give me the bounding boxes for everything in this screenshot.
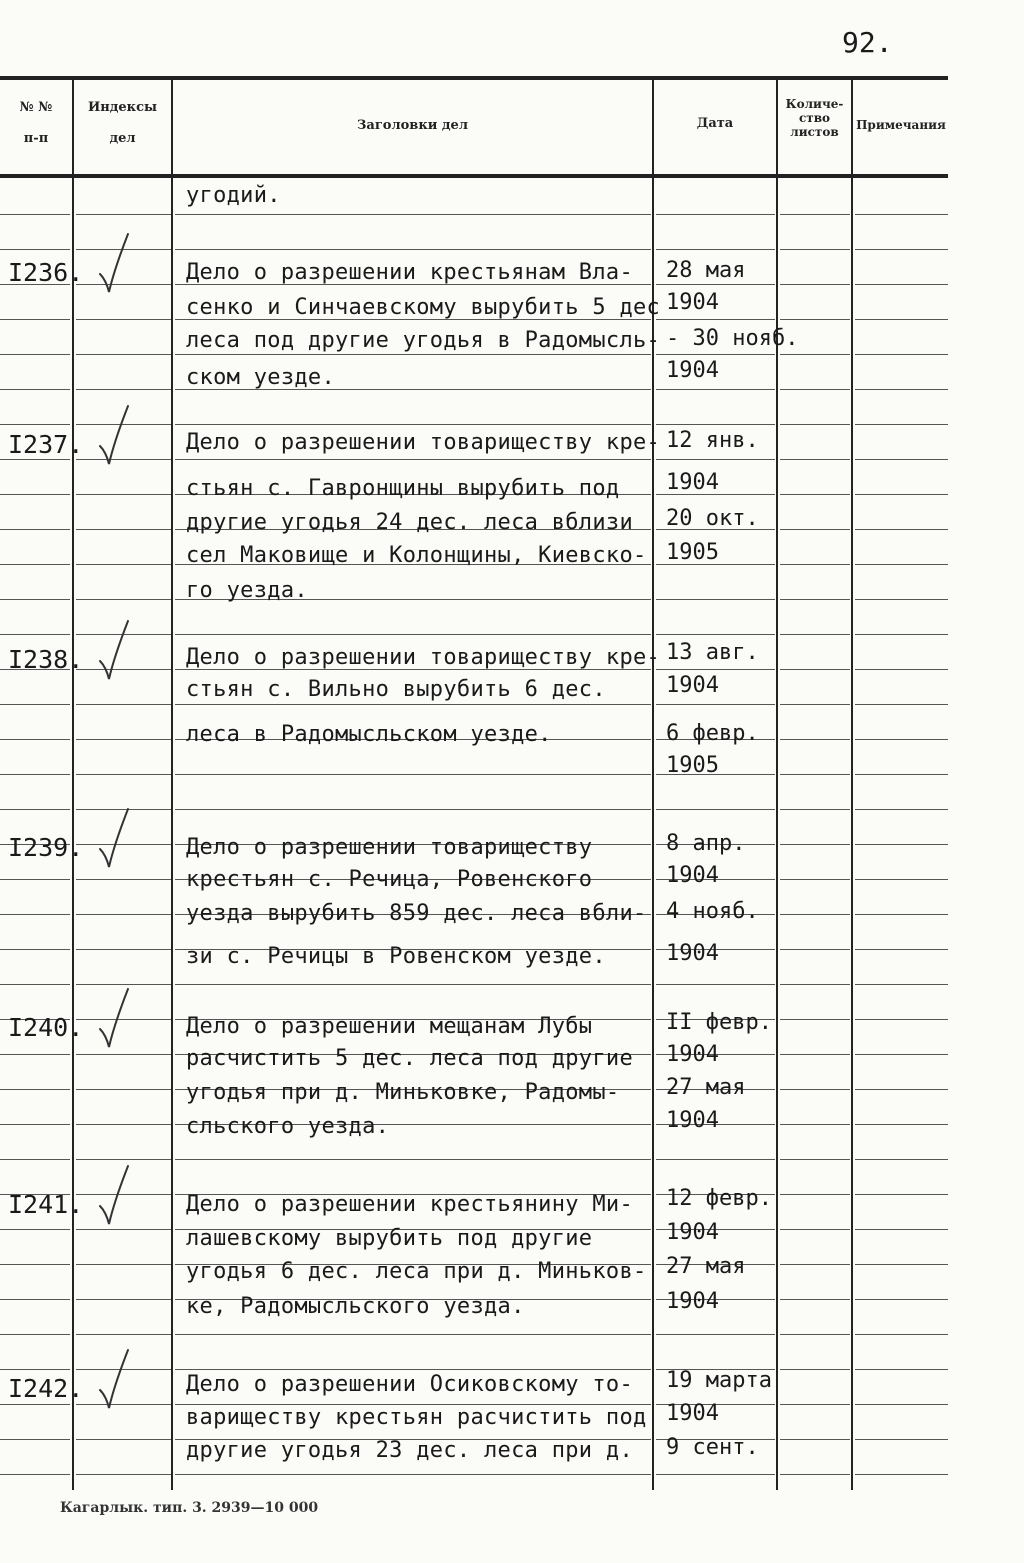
- ruled-line: [76, 949, 171, 950]
- ruled-line: [855, 1089, 948, 1090]
- ruled-line: [855, 1299, 948, 1300]
- ruled-line: [855, 599, 948, 600]
- ruled-line: [175, 459, 651, 460]
- entry-date-line: 13 авг.: [666, 640, 759, 665]
- checkmark-icon: [94, 230, 134, 300]
- ruled-line: [780, 1229, 850, 1230]
- ruled-line: [175, 774, 651, 775]
- entry-date-line: 1904: [666, 1289, 719, 1314]
- entry-title-line: угодья 6 дес. леса при д. Миньков-: [186, 1259, 647, 1284]
- ruled-line: [855, 1334, 948, 1335]
- ruled-line: [656, 319, 775, 320]
- header-index-line1: Индексы: [87, 100, 158, 115]
- ruled-line: [855, 1474, 948, 1475]
- ruled-line: [656, 1474, 775, 1475]
- ruled-line: [855, 1159, 948, 1160]
- header-title-column: Заголовки дел: [357, 118, 468, 133]
- ruled-line: [855, 459, 948, 460]
- entry-number: I241.: [8, 1190, 84, 1219]
- entry-date-line: 1904: [666, 1401, 719, 1426]
- checkmark-icon: [94, 985, 134, 1055]
- entry-title-line: Дело о разрешении мещанам Лубы: [186, 1014, 593, 1039]
- ruled-line: [656, 249, 775, 250]
- entry-date-line: 12 янв.: [666, 428, 759, 453]
- entry-title-line: стьян с. Гавронщины вырубить под: [186, 476, 620, 501]
- entry-date-line: 4 нояб.: [666, 899, 759, 924]
- ruled-line: [780, 1369, 850, 1370]
- ruled-line: [76, 1439, 171, 1440]
- ruled-line: [0, 1299, 70, 1300]
- entry-number: I237.: [8, 430, 84, 459]
- ruled-line: [175, 1334, 651, 1335]
- ruled-line: [0, 354, 70, 355]
- header-date-column: Дата: [696, 116, 734, 131]
- ruled-line: [0, 319, 70, 320]
- checkmark-icon: [94, 805, 134, 875]
- ruled-line: [76, 739, 171, 740]
- ruled-line: [855, 984, 948, 985]
- ruled-line: [855, 844, 948, 845]
- ruled-line: [780, 249, 850, 250]
- ruled-line: [76, 774, 171, 775]
- ruled-line: [656, 634, 775, 635]
- ruled-line: [175, 214, 651, 215]
- ruled-line: [0, 739, 70, 740]
- column-divider-3: [652, 80, 654, 1490]
- entry-title-line: вариществу крестьян расчистить под: [186, 1405, 647, 1430]
- ruled-line: [855, 949, 948, 950]
- ruled-line: [780, 1474, 850, 1475]
- ruled-line: [656, 599, 775, 600]
- ruled-line: [0, 1054, 70, 1055]
- ruled-line: [656, 1334, 775, 1335]
- ruled-line: [855, 879, 948, 880]
- entry-date-line: 27 мая: [666, 1075, 746, 1100]
- ruled-line: [76, 1159, 171, 1160]
- ruled-line: [0, 1089, 70, 1090]
- entry-date-line: 1904: [666, 290, 719, 315]
- ruled-line: [656, 1159, 775, 1160]
- ruled-line: [0, 914, 70, 915]
- header-sheets-column: [778, 98, 851, 139]
- ruled-line: [0, 529, 70, 530]
- entry-date-line: 1905: [666, 540, 719, 565]
- ruled-line: [0, 494, 70, 495]
- ruled-line: [175, 634, 651, 635]
- ruled-line: [76, 914, 171, 915]
- ruled-line: [780, 704, 850, 705]
- ruled-line: [780, 914, 850, 915]
- entry-date-line: 1904: [666, 358, 719, 383]
- ruled-line: [656, 284, 775, 285]
- ruled-line: [780, 739, 850, 740]
- ruled-line: [0, 1334, 70, 1335]
- page-number: 92.: [842, 26, 893, 59]
- entry-date-line: 27 мая: [666, 1254, 746, 1279]
- entry-number: I242.: [8, 1374, 84, 1403]
- ruled-line: [0, 1439, 70, 1440]
- ruled-line: [780, 494, 850, 495]
- ruled-line: [780, 1334, 850, 1335]
- entry-title-line: сенко и Синчаевскому вырубить 5 дес: [186, 295, 661, 320]
- ruled-line: [780, 634, 850, 635]
- ruled-line: [0, 704, 70, 705]
- ruled-line: [0, 249, 70, 250]
- ruled-line: [175, 424, 651, 425]
- entry-number: I239.: [8, 833, 84, 862]
- entry-date-line: - 30 нояб.: [666, 326, 799, 351]
- ruled-line: [656, 669, 775, 670]
- column-divider-4: [776, 80, 778, 1490]
- ruled-line: [855, 284, 948, 285]
- ruled-line: [855, 1054, 948, 1055]
- ruled-line: [0, 1404, 70, 1405]
- ruled-line: [656, 354, 775, 355]
- entry-title-line: другие угодья 23 дес. леса при д.: [186, 1438, 633, 1463]
- header-index-column: [74, 100, 171, 148]
- ruled-line: [0, 1474, 70, 1475]
- ruled-line: [780, 214, 850, 215]
- entry-title-line: го уезда.: [186, 578, 308, 603]
- ruled-line: [0, 809, 70, 810]
- ruled-line: [76, 879, 171, 880]
- ruled-line: [855, 389, 948, 390]
- ruled-line: [780, 599, 850, 600]
- ruled-line: [780, 1264, 850, 1265]
- ruled-line: [175, 984, 651, 985]
- ruled-line: [780, 284, 850, 285]
- header-sheets-line1: Количе-: [785, 97, 844, 111]
- table-top-rule: [0, 76, 948, 80]
- ruled-line: [0, 1159, 70, 1160]
- ruled-line: [175, 249, 651, 250]
- ruled-line: [0, 459, 70, 460]
- ruled-line: [175, 809, 651, 810]
- ruled-line: [175, 1369, 651, 1370]
- ruled-line: [780, 1439, 850, 1440]
- ruled-line: [855, 529, 948, 530]
- entry-date-line: 1904: [666, 673, 719, 698]
- ruled-line: [76, 529, 171, 530]
- entry-title-line: Дело о разрешении крестьянам Вла-: [186, 260, 633, 285]
- entry-title-line: лашевскому вырубить под другие: [186, 1226, 593, 1251]
- header-index-line2: дел: [109, 130, 136, 146]
- ruled-line: [780, 564, 850, 565]
- entry-number: I236.: [8, 258, 84, 287]
- ruled-line: [780, 1089, 850, 1090]
- ruled-line: [0, 1369, 70, 1370]
- entry-title-line: уезда вырубить 859 дес. леса вбли-: [186, 901, 647, 926]
- header-sheets-line3: листов: [790, 124, 839, 139]
- ruled-line: [0, 564, 70, 565]
- entry-title-line: сел Маковище и Колонщины, Киевско-: [186, 543, 647, 568]
- entry-title-line: леса в Радомысльском уезде.: [186, 722, 552, 747]
- entry-title-line: крестьян с. Речица, Ровенского: [186, 867, 593, 892]
- ruled-line: [780, 669, 850, 670]
- ruled-line: [76, 319, 171, 320]
- ruled-line: [780, 1194, 850, 1195]
- entry-title-line: ском уезде.: [186, 365, 335, 390]
- ruled-line: [76, 389, 171, 390]
- ruled-line: [175, 354, 651, 355]
- ruled-line: [175, 1159, 651, 1160]
- ruled-line: [855, 669, 948, 670]
- entry-date-line: 6 февр.: [666, 721, 759, 746]
- ruled-line: [855, 319, 948, 320]
- ruled-line: [855, 1194, 948, 1195]
- entry-date-line: 1904: [666, 941, 719, 966]
- entry-date-line: 28 мая: [666, 258, 746, 283]
- header-notes-column: Примечания: [856, 118, 946, 132]
- ruled-line: [855, 1124, 948, 1125]
- entry-title-line: леса под другие угодья в Радомысль-: [186, 328, 661, 353]
- entry-title-line: Дело о разрешении товариществу кре-: [186, 430, 661, 455]
- entry-date-line: 1904: [666, 1042, 719, 1067]
- ruled-line: [0, 599, 70, 600]
- ruled-line: [855, 564, 948, 565]
- ruled-line: [855, 1439, 948, 1440]
- ruled-line: [855, 739, 948, 740]
- ruled-line: [76, 1264, 171, 1265]
- ruled-line: [780, 844, 850, 845]
- entry-date-line: 19 марта: [666, 1368, 772, 1393]
- ruled-line: [855, 494, 948, 495]
- ruled-line: [76, 599, 171, 600]
- ruled-line: [656, 809, 775, 810]
- ruled-line: [855, 634, 948, 635]
- header-number-line2: п-п: [23, 130, 49, 146]
- ruled-line: [76, 354, 171, 355]
- ruled-line: [0, 949, 70, 950]
- ruled-line: [0, 879, 70, 880]
- entry-title-line: ке, Радомысльского уезда.: [186, 1294, 525, 1319]
- ruled-line: [855, 774, 948, 775]
- ruled-line: [780, 389, 850, 390]
- ruled-line: [855, 1019, 948, 1020]
- ruled-line: [76, 1474, 171, 1475]
- ruled-line: [780, 1054, 850, 1055]
- ruled-line: [656, 459, 775, 460]
- ruled-line: [175, 1474, 651, 1475]
- entry-title-line: угодий.: [186, 183, 281, 208]
- ruled-line: [656, 424, 775, 425]
- ruled-line: [780, 1124, 850, 1125]
- ruled-line: [76, 564, 171, 565]
- ruled-line: [76, 494, 171, 495]
- ruled-line: [780, 529, 850, 530]
- ruled-line: [76, 1299, 171, 1300]
- ruled-line: [0, 984, 70, 985]
- ruled-line: [855, 424, 948, 425]
- ruled-line: [780, 774, 850, 775]
- ruled-line: [855, 1229, 948, 1230]
- ruled-line: [855, 914, 948, 915]
- ruled-line: [780, 319, 850, 320]
- entry-number: I238.: [8, 645, 84, 674]
- entry-number: I240.: [8, 1013, 84, 1042]
- ruled-line: [656, 214, 775, 215]
- entry-title-line: Дело о разрешении товариществу: [186, 835, 593, 860]
- ruled-line: [780, 1159, 850, 1160]
- entry-date-line: 12 февр.: [666, 1186, 772, 1211]
- ruled-line: [0, 424, 70, 425]
- entry-title-line: Дело о разрешении крестьянину Ми-: [186, 1192, 633, 1217]
- ruled-line: [0, 1229, 70, 1230]
- ruled-line: [175, 704, 651, 705]
- entry-date-line: 20 окт.: [666, 506, 759, 531]
- ruled-line: [0, 214, 70, 215]
- ruled-line: [0, 774, 70, 775]
- ruled-line: [855, 809, 948, 810]
- header-bottom-rule: [0, 174, 948, 178]
- ruled-line: [780, 1019, 850, 1020]
- ruled-line: [76, 1334, 171, 1335]
- ruled-line: [855, 214, 948, 215]
- ruled-line: [780, 1299, 850, 1300]
- ruled-line: [855, 704, 948, 705]
- column-divider-1: [72, 80, 74, 1490]
- header-sheets-line2: ство: [798, 110, 831, 125]
- ruled-line: [656, 389, 775, 390]
- checkmark-icon: [94, 617, 134, 687]
- entry-date-line: II февр.: [666, 1010, 772, 1035]
- ruled-line: [76, 214, 171, 215]
- entry-title-line: угодья при д. Миньковке, Радомы-: [186, 1080, 620, 1105]
- ruled-line: [855, 249, 948, 250]
- entry-title-line: Дело о разрешении товариществу кре-: [186, 645, 661, 670]
- entry-date-line: 1904: [666, 863, 719, 888]
- entry-date-line: 1904: [666, 1108, 719, 1133]
- entry-date-line: 1905: [666, 753, 719, 778]
- ruled-line: [780, 809, 850, 810]
- ruled-line: [855, 1264, 948, 1265]
- entry-title-line: зи с. Речицы в Ровенском уезде.: [186, 944, 606, 969]
- header-number-column: [0, 100, 72, 148]
- checkmark-icon: [94, 1346, 134, 1416]
- column-divider-2: [171, 80, 173, 1490]
- ruled-line: [0, 634, 70, 635]
- column-divider-5: [851, 80, 853, 1490]
- ruled-line: [656, 984, 775, 985]
- entry-title-line: другие угодья 24 дес. леса вблизи: [186, 510, 633, 535]
- ruled-line: [780, 459, 850, 460]
- ruled-line: [780, 424, 850, 425]
- entry-date-line: 9 сент.: [666, 1435, 759, 1460]
- entry-title-line: Дело о разрешении Осиковскому то-: [186, 1372, 633, 1397]
- ruled-line: [855, 1404, 948, 1405]
- ruled-line: [855, 354, 948, 355]
- header-number-line1: № №: [19, 100, 53, 115]
- checkmark-icon: [94, 1162, 134, 1232]
- checkmark-icon: [94, 402, 134, 472]
- ruled-line: [0, 1264, 70, 1265]
- ruled-line: [0, 1124, 70, 1125]
- ruled-line: [780, 949, 850, 950]
- entry-date-line: 1904: [666, 470, 719, 495]
- ruled-line: [0, 389, 70, 390]
- ruled-line: [780, 354, 850, 355]
- entry-date-line: 8 апр.: [666, 831, 746, 856]
- entry-title-line: стьян с. Вильно вырубить 6 дес.: [186, 677, 606, 702]
- ruled-line: [76, 1124, 171, 1125]
- ruled-line: [780, 984, 850, 985]
- entry-title-line: сльского уезда.: [186, 1114, 390, 1139]
- entry-title-line: расчистить 5 дес. леса под другие: [186, 1046, 633, 1071]
- ruled-line: [656, 704, 775, 705]
- ruled-line: [780, 1404, 850, 1405]
- entry-date-line: 1904: [666, 1220, 719, 1245]
- ruled-line: [780, 879, 850, 880]
- printer-imprint: Кагарлык. тип. 3. 2939—10 000: [60, 1500, 319, 1516]
- ruled-line: [76, 1089, 171, 1090]
- ruled-line: [855, 1369, 948, 1370]
- ruled-line: [76, 704, 171, 705]
